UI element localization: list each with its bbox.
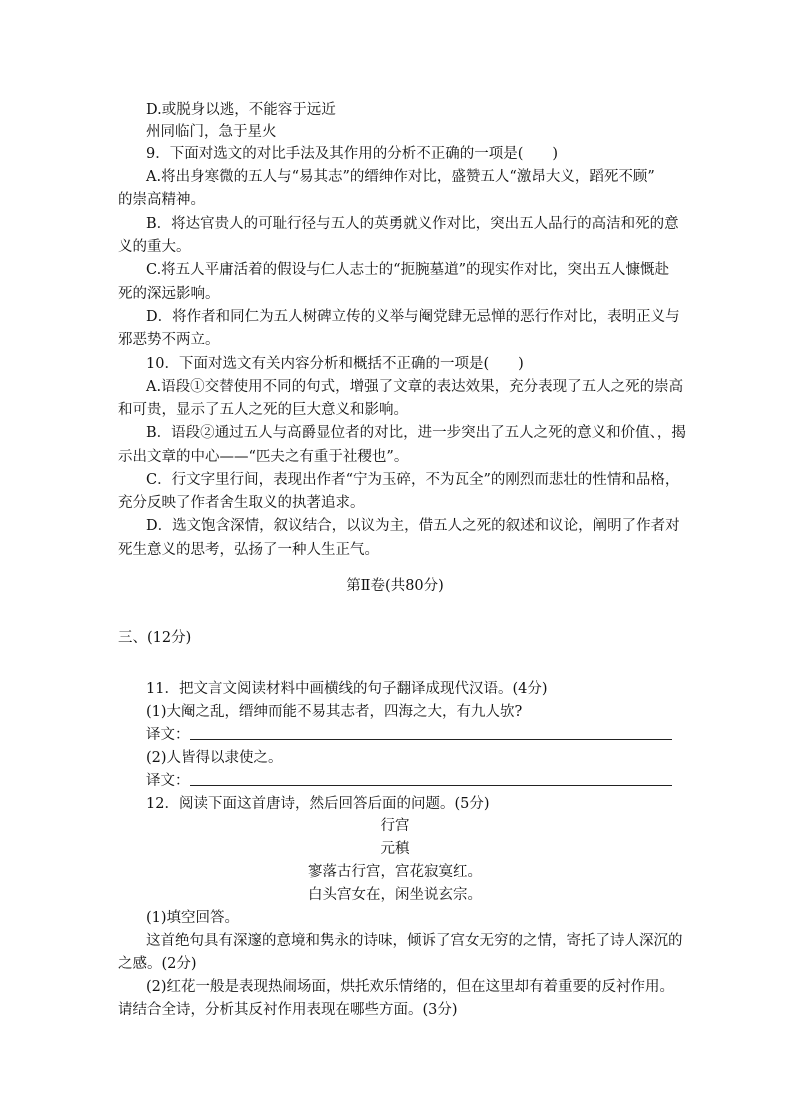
- q9-option-b-line1: B．将达官贵人的可耻行径与五人的英勇就义作对比，突出五人品行的高洁和死的意: [146, 216, 679, 232]
- q9-option-a-line2: 的崇高精神。: [118, 192, 205, 208]
- q11-stem: 11．把文言文阅读材料中画横线的句子翻译成现代汉语。(4分): [146, 681, 548, 697]
- q12-sub1-text-line1: 这首绝句具有深邃的意境和隽永的诗味，倾诉了宫女无穷的之情，寄托了诗人深沉的: [146, 933, 683, 949]
- q10-option-a-line2: 和可贵，显示了五人之死的巨大意义和影响。: [118, 402, 408, 418]
- q10-option-b-line1: B．语段②通过五人与高爵显位者的对比，进一步突出了五人之死的意义和价值、，揭: [146, 425, 686, 441]
- q10-option-c-line1: C．行文字里行间，表现出作者“宁为玉碎，不为瓦全”的刚烈而悲壮的性情和品格，: [146, 472, 680, 488]
- q8-option-d-line2: 州同临门，急于星火: [146, 124, 277, 140]
- q11-answer-line-1[interactable]: [190, 739, 672, 740]
- part2-title: 第Ⅱ卷(共80分): [346, 578, 444, 594]
- q10-option-d-line1: D．选文饱含深情，叙议结合，以议为主，借五人之死的叙述和议论，阐明了作者对: [146, 518, 680, 534]
- q10-option-a-line1: A.语段①交替使用不同的句式，增强了文章的表达效果，充分表现了五人之死的崇高: [146, 379, 684, 395]
- q11-sentence2: (2)人皆得以隶使之。: [146, 750, 283, 766]
- section3-heading: 三、(12分): [118, 630, 192, 646]
- q9-option-a-line1: A.将出身寒微的五人与“易其志”的缙绅作对比，盛赞五人“激昂大义，蹈死不顾”: [146, 169, 655, 185]
- q11-answer-label-1: 译文：: [146, 727, 190, 743]
- q10-option-d-line2: 死生意义的思考，弘扬了一种人生正气。: [118, 542, 379, 558]
- q12-sub1: (1)填空回答。: [146, 910, 240, 926]
- q8-option-d-line1: D.或脱身以逃，不能容于远近: [146, 102, 336, 118]
- q9-option-d-line2: 邪恶势不两立。: [118, 332, 220, 348]
- q9-option-c-line2: 死的深远影响。: [118, 286, 220, 302]
- q10-option-c-line2: 充分反映了作者舍生取义的执著追求。: [118, 495, 365, 511]
- q12-sub2-text-line1: (2)红花一般是表现热闹场面，烘托欢乐情绪的，但在这里却有着重要的反衬作用。: [146, 979, 675, 995]
- q12-stem: 12．阅读下面这首唐诗，然后回答后面的问题。(5分): [146, 796, 490, 812]
- q12-sub2-text-line2: 请结合全诗，分析其反衬作用表现在哪些方面。(3分): [118, 1002, 458, 1018]
- q9-option-b-line2: 义的重大。: [118, 239, 191, 255]
- poem-title: 行宫: [380, 818, 410, 834]
- q12-sub1-text-line2: 之感。(2分): [118, 956, 197, 972]
- q11-answer-label-2: 译文：: [146, 773, 190, 789]
- q9-option-d-line1: D．将作者和同仁为五人树碑立传的义举与阉党肆无忌惮的恶行作对比，表明正义与: [146, 309, 680, 325]
- q11-answer-line-2[interactable]: [190, 785, 672, 786]
- q9-stem: 9．下面对选文的对比手法及其作用的分析不正确的一项是( ): [146, 146, 559, 162]
- q10-option-b-line2: 示出文章的中心——“匹夫之有重于社稷也”。: [118, 449, 409, 465]
- q11-sentence1: (1)大阉之乱，缙绅而能不易其志者，四海之大，有九人欤?: [146, 704, 523, 720]
- q10-stem: 10．下面对选文有关内容分析和概括不正确的一项是( ): [146, 356, 524, 372]
- poem-author: 元稹: [380, 841, 410, 857]
- poem-line-2: 白头宫女在，闲坐说玄宗。: [308, 887, 482, 903]
- q9-option-c-line1: C.将五人平庸活着的假设与仁人志士的“扼腕墓道”的现实作对比，突出五人慷慨赴: [146, 262, 670, 278]
- poem-line-1: 寥落古行宫，宫花寂寞红。: [308, 864, 482, 880]
